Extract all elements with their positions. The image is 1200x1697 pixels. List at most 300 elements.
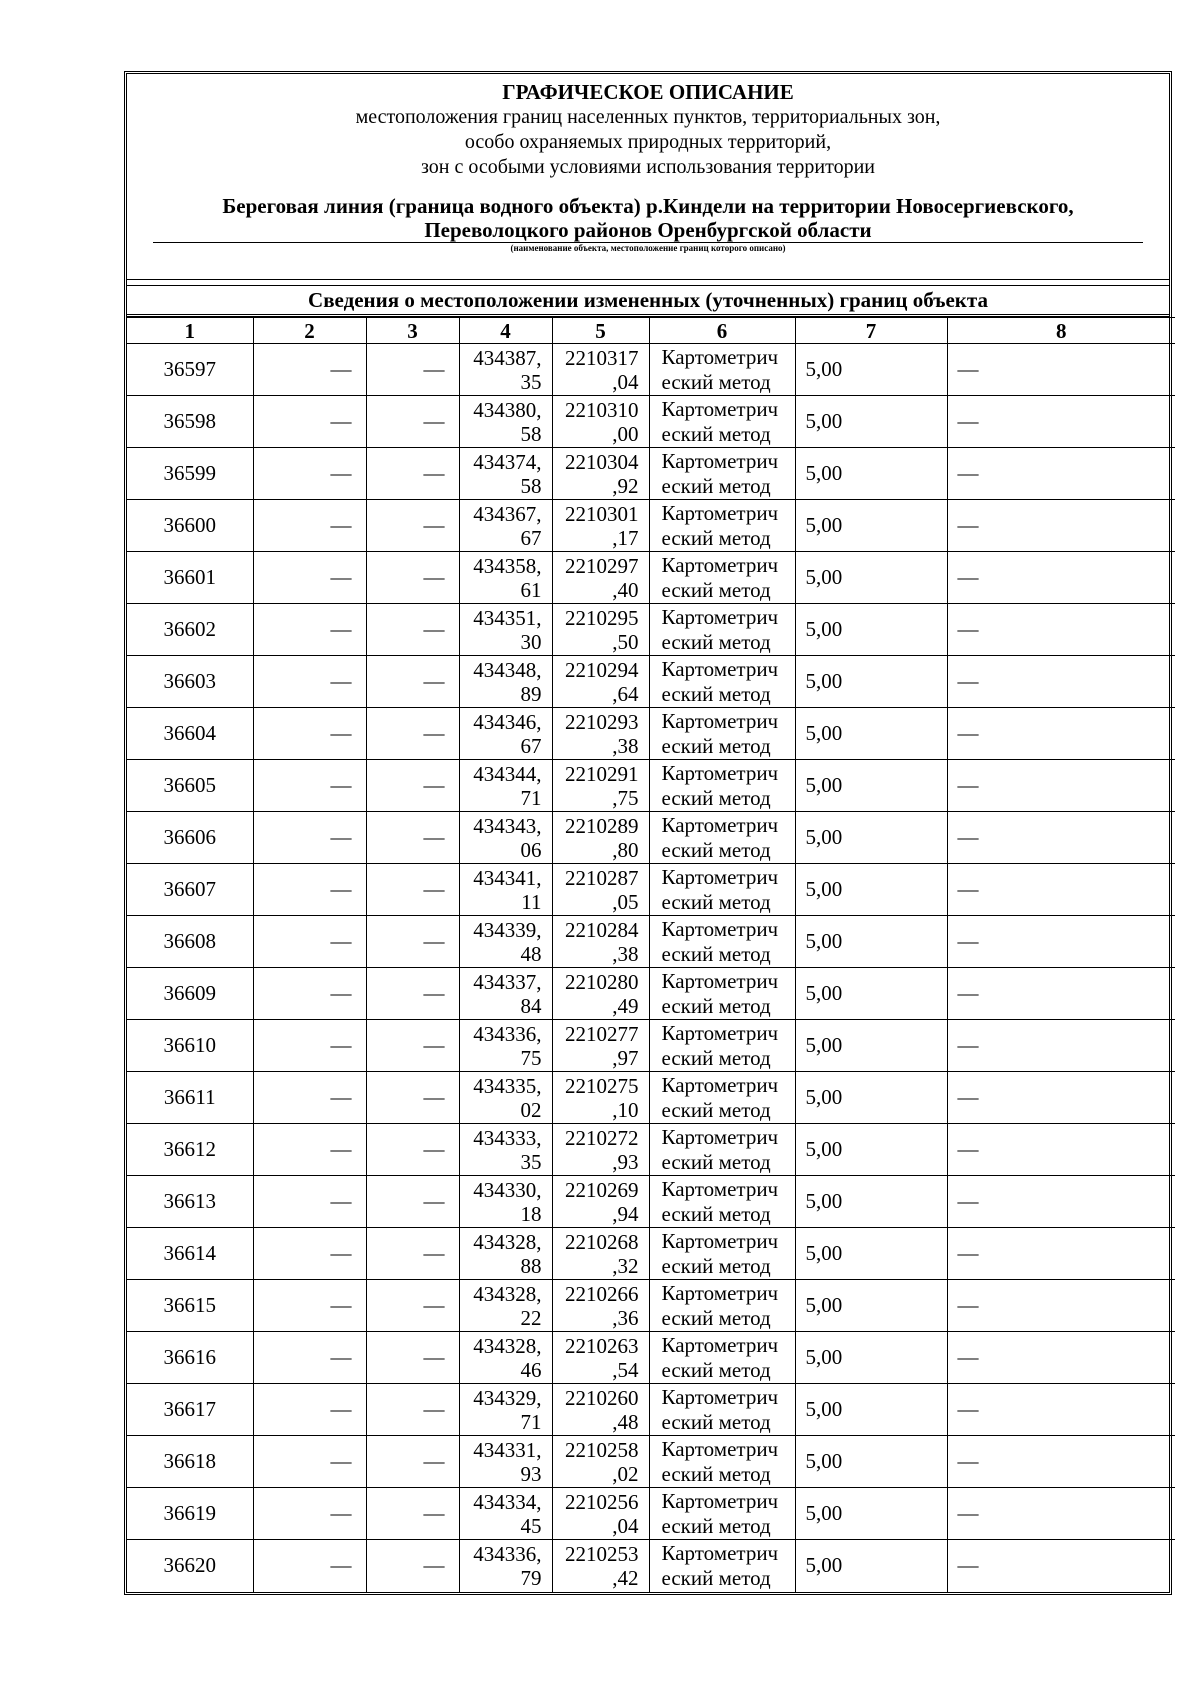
accuracy-cell: 5,00 [795, 344, 947, 396]
column-header: 4 [459, 318, 552, 344]
point-number: 36618 [127, 1436, 253, 1488]
old-x-cell: — [253, 968, 366, 1020]
new-x-part-2: 11 [521, 889, 542, 914]
new-x-part-2: 67 [520, 733, 542, 758]
new-x-part-2: 22 [520, 1305, 542, 1330]
object-name-note: (наименование объекта, местоположение границ которого описано) [510, 243, 786, 253]
new-x-cell [459, 916, 552, 968]
old-y-cell: — [366, 344, 459, 396]
new-x-part-1: 434328, [473, 1229, 542, 1254]
new-y-part-1: 2210284 [565, 917, 639, 942]
old-x-cell: — [253, 1384, 366, 1436]
new-x-cell [459, 708, 552, 760]
old-x-cell: — [253, 812, 366, 864]
accuracy-cell: 5,00 [795, 812, 947, 864]
new-x-part-2: 46 [520, 1357, 542, 1382]
new-x-part-1: 434343, [473, 813, 542, 838]
new-x-part-1: 434330, [473, 1177, 542, 1202]
column-header: 8 [947, 318, 1175, 344]
point-number: 36597 [127, 344, 253, 396]
table-row [127, 1072, 1175, 1124]
method-part-1: Картометрич [661, 656, 779, 681]
new-x-cell [459, 396, 552, 448]
new-y-cell [552, 812, 649, 864]
old-x-cell: — [253, 604, 366, 656]
description-cell: — [947, 1436, 1175, 1488]
new-x-cell [459, 1072, 552, 1124]
new-x-part-1: 434367, [473, 501, 542, 526]
table-row [127, 1488, 1175, 1540]
new-y-part-2: ,17 [612, 525, 639, 550]
method-part-2: еский метод [661, 629, 771, 654]
accuracy-cell: 5,00 [795, 1540, 947, 1592]
description-cell: — [947, 708, 1175, 760]
method-part-1: Картометрич [661, 1332, 779, 1357]
method-part-2: еский метод [661, 837, 771, 862]
new-x-cell [459, 1176, 552, 1228]
new-x-cell [459, 1124, 552, 1176]
old-y-cell: — [366, 1540, 459, 1592]
old-y-cell: — [366, 1228, 459, 1280]
new-x-part-1: 434337, [473, 969, 542, 994]
method-part-2: еский метод [661, 889, 771, 914]
method-cell [649, 812, 795, 864]
new-y-part-2: ,93 [612, 1149, 639, 1174]
new-x-cell [459, 1436, 552, 1488]
new-x-cell [459, 448, 552, 500]
method-cell [649, 708, 795, 760]
old-x-cell: — [253, 552, 366, 604]
method-part-1: Картометрич [661, 812, 779, 837]
description-cell: — [947, 656, 1175, 708]
accuracy-cell: 5,00 [795, 1072, 947, 1124]
new-y-cell [552, 1176, 649, 1228]
new-x-part-2: 88 [520, 1253, 542, 1278]
old-y-cell: — [366, 968, 459, 1020]
new-y-part-2: ,97 [612, 1045, 639, 1070]
new-y-part-1: 2210277 [565, 1021, 639, 1046]
method-part-1: Картометрич [661, 1540, 779, 1565]
new-x-part-2: 45 [520, 1513, 542, 1538]
table-row [127, 1540, 1175, 1592]
new-y-cell [552, 344, 649, 396]
old-x-cell: — [253, 708, 366, 760]
accuracy-cell: 5,00 [795, 448, 947, 500]
method-cell [649, 500, 795, 552]
point-number: 36607 [127, 864, 253, 916]
point-number: 36599 [127, 448, 253, 500]
method-part-1: Картометрич [661, 396, 779, 421]
method-part-1: Картометрич [661, 448, 779, 473]
method-part-1: Картометрич [661, 1488, 779, 1513]
method-part-2: еский метод [661, 733, 771, 758]
method-cell [649, 760, 795, 812]
column-header: 2 [253, 318, 366, 344]
document-header [127, 74, 1169, 280]
new-x-part-1: 434333, [473, 1125, 542, 1150]
new-y-cell [552, 1332, 649, 1384]
table-row [127, 448, 1175, 500]
new-y-part-2: ,40 [612, 577, 639, 602]
description-cell: — [947, 968, 1175, 1020]
new-x-part-2: 75 [520, 1045, 542, 1070]
description-cell: — [947, 760, 1175, 812]
method-part-2: еский метод [661, 369, 771, 394]
accuracy-cell: 5,00 [795, 1488, 947, 1540]
method-part-2: еский метод [661, 993, 771, 1018]
new-x-part-1: 434336, [473, 1021, 542, 1046]
description-cell: — [947, 552, 1175, 604]
accuracy-cell: 5,00 [795, 1228, 947, 1280]
table-row [127, 344, 1175, 396]
new-y-cell [552, 1488, 649, 1540]
accuracy-cell: 5,00 [795, 916, 947, 968]
new-y-cell [552, 1436, 649, 1488]
table-row [127, 1384, 1175, 1436]
new-y-part-1: 2210266 [565, 1281, 639, 1306]
method-part-2: еский метод [661, 473, 771, 498]
method-cell [649, 448, 795, 500]
point-number: 36620 [127, 1540, 253, 1592]
point-number: 36611 [127, 1072, 253, 1124]
new-y-cell [552, 604, 649, 656]
accuracy-cell: 5,00 [795, 1176, 947, 1228]
new-y-part-1: 2210295 [565, 605, 639, 630]
method-part-1: Картометрич [661, 968, 779, 993]
accuracy-cell: 5,00 [795, 1384, 947, 1436]
new-y-part-1: 2210280 [565, 969, 639, 994]
method-part-1: Картометрич [661, 1436, 779, 1461]
method-part-2: еский метод [661, 785, 771, 810]
accuracy-cell: 5,00 [795, 1332, 947, 1384]
new-x-part-1: 434374, [473, 449, 542, 474]
table-row [127, 864, 1175, 916]
old-x-cell: — [253, 1280, 366, 1332]
old-x-cell: — [253, 448, 366, 500]
new-x-cell [459, 344, 552, 396]
new-x-part-2: 35 [520, 1149, 542, 1174]
new-y-cell [552, 1384, 649, 1436]
new-y-part-1: 2210301 [565, 501, 639, 526]
new-x-part-2: 71 [520, 785, 542, 810]
method-part-2: еский метод [661, 421, 771, 446]
column-header: 7 [795, 318, 947, 344]
method-cell [649, 1280, 795, 1332]
new-y-cell [552, 448, 649, 500]
point-number: 36612 [127, 1124, 253, 1176]
new-y-part-1: 2210293 [565, 709, 639, 734]
new-x-cell [459, 552, 552, 604]
new-y-part-2: ,05 [612, 889, 639, 914]
new-y-cell [552, 552, 649, 604]
old-x-cell: — [253, 500, 366, 552]
point-number: 36613 [127, 1176, 253, 1228]
new-x-part-1: 434339, [473, 917, 542, 942]
description-cell: — [947, 864, 1175, 916]
description-cell: — [947, 1072, 1175, 1124]
method-cell [649, 396, 795, 448]
new-y-part-2: ,00 [612, 421, 639, 446]
point-number: 36600 [127, 500, 253, 552]
new-x-part-1: 434344, [473, 761, 542, 786]
table-row [127, 812, 1175, 864]
method-cell [649, 1540, 795, 1592]
table-row [127, 1280, 1175, 1332]
method-part-1: Картометрич [661, 552, 779, 577]
new-y-part-1: 2210297 [565, 553, 639, 578]
method-part-1: Картометрич [661, 760, 779, 785]
old-y-cell: — [366, 760, 459, 812]
method-part-2: еский метод [661, 1253, 771, 1278]
method-cell [649, 1332, 795, 1384]
old-y-cell: — [366, 500, 459, 552]
method-part-2: еский метод [661, 1149, 771, 1174]
new-x-cell [459, 864, 552, 916]
method-cell [649, 604, 795, 656]
accuracy-cell: 5,00 [795, 396, 947, 448]
accuracy-cell: 5,00 [795, 708, 947, 760]
new-x-cell [459, 500, 552, 552]
accuracy-cell: 5,00 [795, 760, 947, 812]
method-part-2: еский метод [661, 577, 771, 602]
new-x-part-2: 71 [520, 1409, 542, 1434]
old-x-cell: — [253, 1072, 366, 1124]
new-y-cell [552, 968, 649, 1020]
table-row [127, 1228, 1175, 1280]
point-number: 36601 [127, 552, 253, 604]
new-y-part-1: 2210291 [565, 761, 639, 786]
new-x-cell [459, 1228, 552, 1280]
new-x-cell [459, 1020, 552, 1072]
new-x-part-2: 58 [520, 421, 542, 446]
old-y-cell: — [366, 708, 459, 760]
new-y-cell [552, 396, 649, 448]
subtitle-line-3: зон с особыми условиями использования территории [420, 156, 876, 178]
method-cell [649, 1124, 795, 1176]
new-y-part-1: 2210310 [565, 397, 639, 422]
method-cell [649, 344, 795, 396]
document-frame [124, 71, 1172, 1595]
new-x-part-1: 434351, [473, 605, 542, 630]
point-number: 36619 [127, 1488, 253, 1540]
new-x-part-2: 61 [520, 577, 542, 602]
accuracy-cell: 5,00 [795, 1124, 947, 1176]
old-y-cell: — [366, 604, 459, 656]
new-x-part-2: 58 [520, 473, 542, 498]
point-number: 36605 [127, 760, 253, 812]
method-part-2: еский метод [661, 1513, 771, 1538]
old-x-cell: — [253, 760, 366, 812]
point-number: 36603 [127, 656, 253, 708]
new-y-part-1: 2210269 [565, 1177, 639, 1202]
method-part-1: Картометрич [661, 1072, 779, 1097]
new-x-part-1: 434358, [473, 553, 542, 578]
point-number: 36614 [127, 1228, 253, 1280]
new-x-cell [459, 1332, 552, 1384]
new-y-part-2: ,38 [612, 941, 639, 966]
new-y-part-2: ,92 [612, 473, 639, 498]
method-part-1: Картометрич [661, 708, 779, 733]
table-row [127, 656, 1175, 708]
old-x-cell: — [253, 656, 366, 708]
method-cell [649, 1228, 795, 1280]
method-part-1: Картометрич [661, 344, 779, 369]
method-cell [649, 1488, 795, 1540]
new-y-part-1: 2210263 [565, 1333, 639, 1358]
old-y-cell: — [366, 656, 459, 708]
section-title: Сведения о местоположении измененных (уточненных) границ объекта [127, 285, 1169, 317]
new-x-part-1: 434346, [473, 709, 542, 734]
method-part-1: Картометрич [661, 1176, 779, 1201]
old-y-cell: — [366, 1124, 459, 1176]
new-x-cell [459, 656, 552, 708]
method-cell [649, 1436, 795, 1488]
new-x-part-1: 434331, [473, 1437, 542, 1462]
new-y-part-2: ,94 [612, 1201, 639, 1226]
new-x-cell [459, 760, 552, 812]
new-y-cell [552, 1124, 649, 1176]
method-part-1: Картометрич [661, 604, 779, 629]
method-part-1: Картометрич [661, 1124, 779, 1149]
method-part-2: еский метод [661, 1409, 771, 1434]
method-part-2: еский метод [661, 1305, 771, 1330]
new-y-part-1: 2210268 [565, 1229, 639, 1254]
table-row [127, 916, 1175, 968]
column-header: 3 [366, 318, 459, 344]
point-number: 36598 [127, 396, 253, 448]
old-y-cell: — [366, 1280, 459, 1332]
accuracy-cell: 5,00 [795, 656, 947, 708]
new-x-part-2: 30 [520, 629, 542, 654]
old-x-cell: — [253, 344, 366, 396]
accuracy-cell: 5,00 [795, 1436, 947, 1488]
method-cell [649, 1384, 795, 1436]
method-part-2: еский метод [661, 1357, 771, 1382]
table-row [127, 500, 1175, 552]
method-part-1: Картометрич [661, 1020, 779, 1045]
method-part-2: еский метод [661, 1045, 771, 1070]
new-x-part-1: 434387, [473, 345, 542, 370]
column-header: 5 [552, 318, 649, 344]
old-y-cell: — [366, 1176, 459, 1228]
new-y-part-2: ,42 [612, 1565, 639, 1590]
new-y-part-1: 2210253 [565, 1541, 639, 1566]
accuracy-cell: 5,00 [795, 1280, 947, 1332]
method-cell [649, 916, 795, 968]
method-part-1: Картометрич [661, 1228, 779, 1253]
method-cell [649, 1072, 795, 1124]
new-y-part-2: ,04 [612, 369, 639, 394]
method-cell [649, 864, 795, 916]
new-y-cell [552, 760, 649, 812]
old-x-cell: — [253, 1488, 366, 1540]
method-part-1: Картометрич [661, 500, 779, 525]
old-x-cell: — [253, 864, 366, 916]
old-x-cell: — [253, 1124, 366, 1176]
table-row [127, 396, 1175, 448]
new-x-cell [459, 1540, 552, 1592]
new-y-cell [552, 864, 649, 916]
new-y-part-2: ,80 [612, 837, 639, 862]
column-header: 1 [127, 318, 253, 344]
new-x-part-1: 434335, [473, 1073, 542, 1098]
table-row [127, 1332, 1175, 1384]
new-x-part-1: 434336, [473, 1541, 542, 1566]
old-y-cell: — [366, 448, 459, 500]
method-part-2: еский метод [661, 1097, 771, 1122]
new-x-part-2: 06 [520, 837, 542, 862]
new-y-part-2: ,75 [612, 785, 639, 810]
description-cell: — [947, 916, 1175, 968]
new-y-part-2: ,02 [612, 1461, 639, 1486]
new-y-cell [552, 708, 649, 760]
table-row [127, 760, 1175, 812]
table-row [127, 968, 1175, 1020]
object-name-line-1: Береговая линия (граница водного объекта) р.Киндели на территории Новосергиевского, [222, 194, 1074, 218]
table-row [127, 604, 1175, 656]
table-row [127, 708, 1175, 760]
object-name-line-2: Переволоцкого районов Оренбургской области [424, 218, 872, 242]
method-cell [649, 968, 795, 1020]
old-y-cell: — [366, 396, 459, 448]
old-y-cell: — [366, 552, 459, 604]
point-number: 36616 [127, 1332, 253, 1384]
new-x-part-1: 434341, [473, 865, 542, 890]
description-cell: — [947, 1488, 1175, 1540]
accuracy-cell: 5,00 [795, 1020, 947, 1072]
method-cell [649, 1020, 795, 1072]
method-cell [649, 552, 795, 604]
new-y-part-2: ,64 [612, 681, 639, 706]
new-y-cell [552, 1540, 649, 1592]
new-y-cell [552, 656, 649, 708]
point-number: 36617 [127, 1384, 253, 1436]
old-y-cell: — [366, 1384, 459, 1436]
method-cell [649, 1176, 795, 1228]
old-x-cell: — [253, 396, 366, 448]
old-x-cell: — [253, 1020, 366, 1072]
new-y-part-1: 2210287 [565, 865, 639, 890]
old-x-cell: — [253, 916, 366, 968]
new-x-part-2: 89 [520, 681, 542, 706]
method-part-2: еский метод [661, 1565, 771, 1590]
new-y-part-1: 2210304 [565, 449, 639, 474]
new-x-part-1: 434348, [473, 657, 542, 682]
accuracy-cell: 5,00 [795, 500, 947, 552]
boundary-points-table [127, 317, 1175, 1592]
old-x-cell: — [253, 1436, 366, 1488]
new-y-part-1: 2210289 [565, 813, 639, 838]
method-part-1: Картометрич [661, 916, 779, 941]
method-part-2: еский метод [661, 1201, 771, 1226]
new-x-part-1: 434334, [473, 1489, 542, 1514]
new-y-cell [552, 916, 649, 968]
old-x-cell: — [253, 1332, 366, 1384]
new-y-cell [552, 1228, 649, 1280]
old-y-cell: — [366, 1072, 459, 1124]
new-x-part-2: 67 [520, 525, 542, 550]
column-header: 6 [649, 318, 795, 344]
subtitle-line-1: местоположения границ населенных пунктов, территориальных зон, [355, 106, 941, 128]
old-x-cell: — [253, 1176, 366, 1228]
accuracy-cell: 5,00 [795, 604, 947, 656]
new-x-cell [459, 604, 552, 656]
accuracy-cell: 5,00 [795, 968, 947, 1020]
column-number-row [127, 318, 1175, 344]
new-x-cell [459, 812, 552, 864]
new-x-cell [459, 1280, 552, 1332]
table-row [127, 1020, 1175, 1072]
